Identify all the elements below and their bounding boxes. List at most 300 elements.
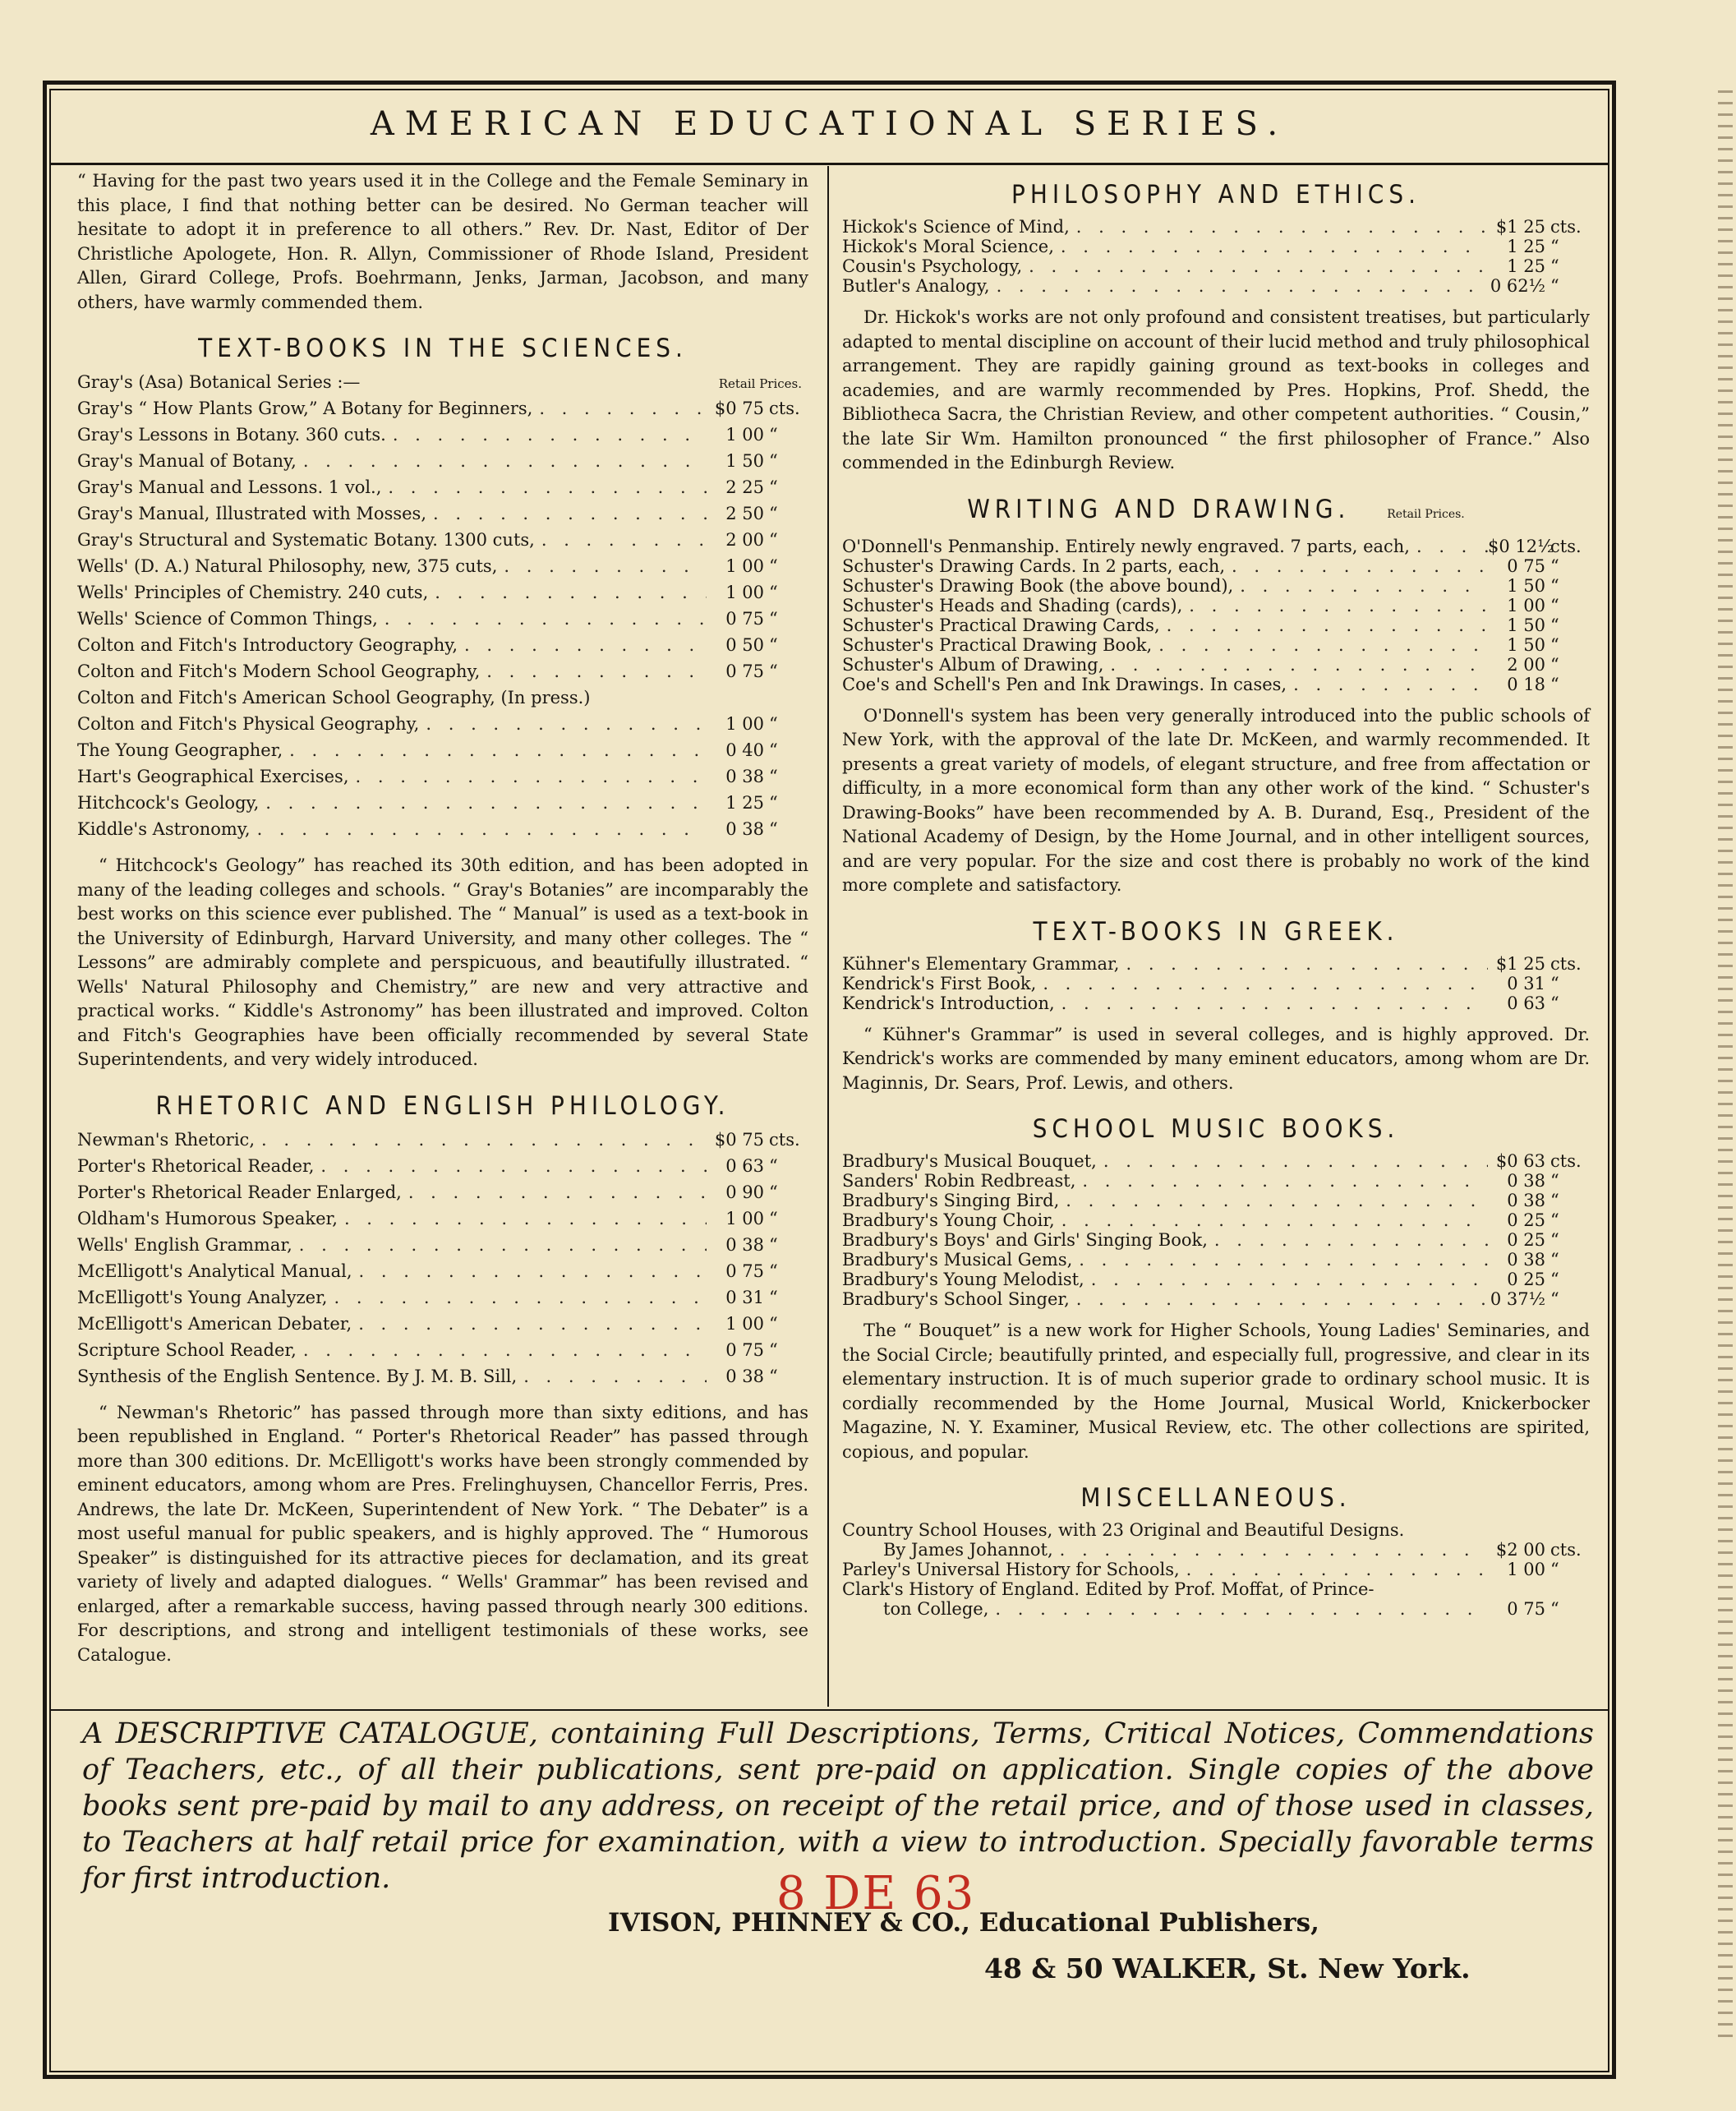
book-price: 0 75 [725, 1261, 764, 1281]
leader-dots [352, 1312, 707, 1337]
price-unit: “ [769, 740, 778, 760]
price-unit: cts. [769, 1129, 800, 1150]
leader-dots [1036, 974, 1488, 993]
leader-dots [1180, 1560, 1488, 1579]
price-unit: “ [769, 504, 778, 523]
section-title-music: SCHOOL MUSIC BOOKS. [1032, 1114, 1400, 1144]
leader-dots [517, 1365, 707, 1390]
book-title: Wells' English Grammar, [77, 1234, 292, 1255]
list-item [77, 1286, 808, 1312]
leader-dots [292, 1233, 707, 1258]
leader-dots [386, 423, 707, 448]
price-unit: “ [769, 1313, 778, 1334]
book-title: Wells' (D. A.) Natural Philosophy, new, 375 cuts, [77, 556, 498, 576]
price-unit: “ [769, 1366, 778, 1386]
book-price: 0 38 [1507, 1171, 1545, 1191]
price-unit: “ [1550, 654, 1559, 675]
price-unit: “ [1550, 1191, 1559, 1210]
book-title: Scripture School Reader, [77, 1339, 297, 1360]
book-title: Parley's Universal History for Schools, [842, 1560, 1180, 1579]
section-title-greek: TEXT-BOOKS IN GREEK. [1033, 916, 1399, 947]
book-title: Porter's Rhetorical Reader, [77, 1155, 315, 1176]
writing-title-text: WRITING AND DRAWING. [967, 494, 1351, 524]
book-title: Kendrick's First Book, [842, 973, 1037, 993]
book-title: Hickok's Moral Science, [842, 237, 1054, 256]
book-price: $0 63 [1495, 1151, 1545, 1171]
list-item [842, 1191, 1590, 1210]
price-unit: cts. [1550, 1151, 1582, 1171]
misc-list [842, 1520, 1590, 1619]
leader-dots [532, 397, 707, 422]
price-unit: cts. [1550, 217, 1582, 237]
price-unit: “ [769, 530, 778, 550]
book-title: Bradbury's Musical Bouquet, [842, 1151, 1097, 1171]
list-item [77, 449, 808, 476]
leader-dots [352, 1260, 707, 1284]
list-item [77, 1155, 808, 1181]
list-item [77, 555, 808, 581]
price-unit: “ [769, 635, 778, 655]
list-item [77, 476, 808, 502]
book-price: 0 38 [725, 1366, 764, 1386]
list-item [842, 1151, 1590, 1171]
book-price: 0 38 [1507, 1191, 1545, 1210]
book-title: Colton and Fitch's Physical Geography, [77, 714, 420, 734]
book-title: Bradbury's Boys' and Girls' Singing Book, [842, 1230, 1208, 1250]
list-item [842, 576, 1590, 596]
price-unit: “ [769, 714, 778, 734]
book-title: Gray's Manual, Illustrated with Mosses, [77, 504, 427, 523]
leader-dots [251, 818, 707, 842]
leader-dots [1287, 675, 1488, 694]
book-title: Gray's “ How Plants Grow,” A Botany for Beginners, [77, 399, 533, 418]
book-title: Hickok's Science of Mind, [842, 217, 1070, 237]
leader-dots [1160, 615, 1488, 635]
catalogue-notice: A DESCRIPTIVE CATALOGUE, containing Full Descriptions, Terms, Critical Notices, Commendations of Teachers, etc., of all their publications, sent pre-paid on application. Single copies of the above books sent pre-paid by mail to any address, on receipt of the retail price, and of those used in classes, to Teachers at half retail price for examination, with a view to introduction. Specially favorable terms for first introduction. [82, 1717, 1594, 1895]
writing-note: O'Donnell's system has been very generally introduced into the public schools of New York, with the approval of the late Dr. McKeen, and warmly recommended. It presents a great variety of models, of elegant structure, and free from affectation or difficulty, in a more economical form than any other work of the kind. “ Schuster's Drawing-Books” have been recommended by A. B. Durand, Esq., President of the National Academy of Design, by the Home Journal, and in other intelligent sources, and are very popular. For the size and cost there is probably no work of the kind more complete and satisfactory. [842, 705, 1590, 895]
book-price: $2 00 [1495, 1540, 1545, 1560]
book-price: 0 75 [1507, 555, 1545, 576]
book-title: Kiddle's Astronomy, [77, 819, 251, 839]
leader-dots [535, 528, 707, 553]
book-title: Oldham's Humorous Speaker, [77, 1208, 338, 1228]
list-item [842, 974, 1590, 993]
writing-retail-label: Retail Prices. [1387, 507, 1465, 521]
leader-dots [1084, 1270, 1488, 1289]
series-label: Gray's (Asa) Botanical Series :— [77, 372, 361, 392]
price-unit: “ [769, 819, 778, 839]
book-price: $1 25 [1495, 217, 1545, 237]
leader-dots [1225, 556, 1488, 576]
leader-dots [314, 1155, 707, 1179]
rhetoric-list [77, 1128, 808, 1391]
book-price: 1 00 [725, 1208, 764, 1228]
greek-list [842, 954, 1590, 1013]
price-unit: “ [1550, 256, 1559, 276]
book-title: McElligott's Young Analyzer, [77, 1287, 328, 1307]
book-price: 0 75 [725, 609, 764, 629]
leader-dots [480, 660, 707, 684]
leader-dots [1182, 596, 1488, 615]
book-title: The Young Geographer, [77, 740, 283, 760]
bottom-rule [49, 1709, 1609, 1711]
misc-line-2 [842, 1579, 1590, 1599]
book-title: Synthesis of the English Sentence. By J. M. B. Sill, [77, 1366, 518, 1386]
list-item [842, 635, 1590, 655]
leader-dots [990, 276, 1488, 296]
leader-dots [297, 449, 707, 474]
misc-last-price: 0 75 [1507, 1599, 1545, 1619]
philosophy-note: Dr. Hickok's works are not only profound and consistent treatises, but particularly adapted to mental discipline on account of their lucid method and truly philosophical arrangement. They are rapidly gaining ground as text-books in colleges and academies, and are warmly recommended by Pres. Hopkins, Prof. Shedd, the Bibliotheca Sacra, the Christian Review, and other competent authorities. “ Cousin,” the late Sir Wm. Hamilton pronounced “ the first philosopher of France.” Also commended in the Edinburgh Review. [842, 307, 1590, 472]
book-title: By James Johannot, [883, 1540, 1053, 1560]
misc-last-unit: “ [1550, 1599, 1559, 1619]
leader-dots [1119, 954, 1488, 974]
leader-dots [1055, 1210, 1488, 1230]
leader-dots [1070, 1289, 1488, 1309]
book-price: 0 38 [725, 819, 764, 839]
book-price: $0 12½ [1488, 536, 1554, 556]
leader-dots [1097, 1151, 1488, 1171]
leader-dots [349, 765, 707, 790]
list-item [842, 217, 1590, 237]
music-list [842, 1151, 1590, 1309]
book-title: Bradbury's School Singer, [842, 1289, 1070, 1309]
book-price: 0 40 [725, 740, 764, 760]
list-item [77, 581, 808, 607]
leader-dots [259, 791, 707, 816]
leader-dots [327, 1286, 707, 1311]
list-item [77, 1312, 808, 1339]
book-price: 1 25 [1507, 237, 1545, 256]
book-title: Schuster's Practical Drawing Book, [842, 634, 1153, 655]
book-price: $0 75 [714, 1129, 764, 1150]
book-price: 0 75 [725, 661, 764, 681]
list-item [842, 596, 1590, 615]
retail-prices-label: Retail Prices. [718, 376, 802, 391]
leader-dots [1103, 655, 1488, 675]
leader-dots [1059, 1191, 1488, 1210]
intro-paragraph: “ Having for the past two years used it in the College and the Female Seminary in this place, I find that nothing better can be desired. No German teacher will hesitate to adopt it in preference to all others.” Rev. Dr. Nast, Editor of Der Christliche Apologete, Hon. R. Allyn, Commissioner of Rhode Island, President Allen, Girard College, Profs. Boehrmann, Jenks, Jarman, Jacobson, and many others, have warmly commended them. [77, 171, 808, 312]
list-item [77, 1365, 808, 1391]
list-item [842, 1270, 1590, 1289]
list-item [77, 502, 808, 528]
book-title: Bradbury's Young Melodist, [842, 1270, 1084, 1289]
list-item [842, 1250, 1590, 1270]
book-price: 2 00 [725, 530, 764, 550]
misc-line-1 [842, 1520, 1590, 1540]
book-price: 0 38 [725, 767, 764, 786]
book-title: Newman's Rhetoric, [77, 1129, 255, 1150]
misc-line-1-text: Country School Houses, with 23 Original and Beautiful Designs. [842, 1520, 1405, 1540]
price-unit: cts. [1550, 536, 1582, 556]
book-title: Kühner's Elementary Grammar, [842, 953, 1120, 974]
list-item [77, 1181, 808, 1207]
list-item [77, 818, 808, 844]
book-title: Colton and Fitch's Modern School Geography, [77, 661, 481, 681]
book-price: 0 62½ [1490, 276, 1545, 296]
book-title: Hitchcock's Geology, [77, 793, 260, 813]
leader-dots [338, 1207, 707, 1232]
price-unit: “ [769, 767, 778, 786]
book-price: 1 00 [1507, 1560, 1545, 1579]
greek-note: “ Kühner's Grammar” is used in several colleges, and is highly approved. Dr. Kendrick's works are commended by many eminent educators, among whom are Dr. Maginnis, Dr. Sears, Prof. Lewis, and others. [842, 1024, 1590, 1093]
leader-dots [1072, 1250, 1488, 1270]
book-title: O'Donnell's Penmanship. Entirely newly engraved. 7 parts, each, [842, 536, 1410, 556]
section-title-philosophy: PHILOSOPHY AND ETHICS. [1011, 180, 1421, 210]
list-item [842, 237, 1590, 256]
book-price: 0 25 [1507, 1270, 1545, 1289]
leader-dots [378, 607, 707, 632]
book-price: 0 18 [1507, 674, 1545, 694]
leader-dots [458, 634, 707, 658]
book-title: Wells' Principles of Chemistry. 240 cuts, [77, 583, 429, 602]
column-divider [827, 166, 829, 1707]
book-price: 0 63 [725, 1155, 764, 1176]
misc-line-2-text: Clark's History of England. Edited by Prof. Moffat, of Prince- [842, 1579, 1375, 1599]
leader-dots [988, 1599, 1488, 1619]
price-unit: “ [769, 477, 778, 497]
book-title: Wells' Science of Common Things, [77, 609, 378, 629]
section-title-misc: MISCELLANEOUS. [1080, 1483, 1352, 1513]
leader-dots [255, 1128, 707, 1153]
page-edge-marks [1718, 90, 1733, 2046]
leader-dots [1022, 256, 1488, 276]
leader-dots [497, 555, 707, 579]
price-unit: “ [769, 1261, 778, 1281]
list-item [842, 256, 1590, 276]
leader-dots [1410, 537, 1488, 556]
right-column [842, 169, 1590, 1629]
leader-dots [419, 712, 707, 737]
book-title: Gray's Manual of Botany, [77, 451, 297, 471]
section-title-sciences: TEXT-BOOKS IN THE SCIENCES. [198, 334, 688, 363]
misc-last-title: ton College, [883, 1599, 989, 1619]
list-item [77, 686, 808, 712]
address-line: 48 & 50 WALKER, St. New York. [984, 1952, 1471, 1984]
book-price: 0 25 [1507, 1210, 1545, 1230]
sciences-list [77, 371, 808, 844]
list-item [842, 556, 1590, 576]
leader-dots [297, 1339, 707, 1363]
book-price: 2 50 [725, 504, 764, 523]
book-title: Colton and Fitch's Introductory Geography, [77, 635, 458, 655]
book-price: 0 90 [725, 1182, 764, 1202]
list-item [77, 739, 808, 765]
list-item [842, 1540, 1590, 1560]
book-title: Bradbury's Singing Bird, [842, 1191, 1060, 1210]
leader-dots [1152, 635, 1488, 655]
list-item [842, 1210, 1590, 1230]
price-unit: “ [769, 661, 778, 681]
publisher-line: IVISON, PHINNEY & CO., Educational Publishers, [608, 1908, 1319, 1938]
price-unit: cts. [1550, 1540, 1582, 1560]
book-title: Butler's Analogy, [842, 276, 990, 296]
list-item [842, 954, 1590, 974]
price-unit: “ [1550, 1230, 1559, 1250]
book-price: 0 37½ [1490, 1289, 1545, 1309]
price-unit: “ [1550, 595, 1559, 615]
book-price: 1 50 [1507, 634, 1545, 655]
book-title: Cousin's Psychology, [842, 256, 1023, 276]
book-price: 0 25 [1507, 1230, 1545, 1250]
price-unit: cts. [769, 399, 800, 418]
sciences-rows [77, 397, 808, 844]
leader-dots [428, 581, 707, 606]
book-title: Gray's Manual and Lessons. 1 vol., [77, 477, 382, 497]
book-title: Schuster's Drawing Book (the above bound), [842, 575, 1234, 596]
book-title: Gray's Lessons in Botany. 360 cuts. [77, 425, 386, 445]
book-price: 1 50 [1507, 615, 1545, 635]
price-unit: cts. [1550, 953, 1582, 974]
sciences-note: “ Hitchcock's Geology” has reached its 30th edition, and has been adopted in many of the leading colleges and schools. “ Gray's Botanies” are incomparably the best works on this science ever published. The “ Manual” is used as a text-book in the University of Edinburgh, Harvard University, and many other colleges. The “ Lessons” are admirably complete and perspicuous, and beautifully illustrated. “ Wells' Natural Philosophy and Chemistry,” are new and very attractive and practical works. “ Kiddle's Astronomy” has been illustrated and improved. Colton and Fitch's Geographies have been officially recommended by several State Superintendents, and very widely introduced. [77, 855, 808, 1069]
book-title: Sanders' Robin Redbreast, [842, 1171, 1076, 1191]
book-price: 1 00 [1507, 595, 1545, 615]
book-title: Kendrick's Introduction, [842, 993, 1055, 1013]
price-unit: “ [769, 1208, 778, 1228]
list-item [842, 675, 1590, 694]
list-item [77, 528, 808, 555]
book-price: 0 31 [725, 1287, 764, 1307]
price-unit: “ [1550, 615, 1559, 635]
book-title: Bradbury's Young Choir, [842, 1210, 1055, 1230]
list-item [842, 615, 1590, 635]
price-unit: “ [769, 1287, 778, 1307]
leader-dots [283, 739, 707, 763]
book-price: 1 50 [1507, 575, 1545, 596]
leader-dots [1055, 993, 1488, 1013]
list-item [77, 660, 808, 686]
book-price: 0 75 [725, 1339, 764, 1360]
price-unit: “ [1550, 1270, 1559, 1289]
book-price: 1 50 [725, 451, 764, 471]
book-price: $1 25 [1495, 953, 1545, 974]
leader-dots [1075, 1171, 1488, 1191]
price-unit: “ [1550, 634, 1559, 655]
list-item [77, 607, 808, 634]
book-price: 1 00 [725, 583, 764, 602]
music-note: The “ Bouquet” is a new work for Higher Schools, Young Ladies' Seminaries, and the Social Circle; beautifully printed, and especially full, progressive, and clear in its elementary instruction. It is of much superior grade to ordinary school music. It is cordially recommended by the Home Journal, Musical World, Knickerbocker Magazine, N. Y. Examiner, Musical Review, etc. The other collections are spirited, copious, and popular. [842, 1321, 1590, 1462]
list-item [842, 1230, 1590, 1250]
series-header-row [77, 371, 808, 397]
list-item [842, 276, 1590, 296]
philosophy-list [842, 217, 1590, 296]
list-item [77, 1128, 808, 1155]
leader-dots [426, 502, 707, 527]
list-item [77, 1339, 808, 1365]
price-unit: “ [769, 793, 778, 813]
book-title: Gray's Structural and Systematic Botany. 1300 cuts, [77, 530, 535, 550]
list-item [77, 634, 808, 660]
price-unit: “ [769, 1339, 778, 1360]
book-price: 1 00 [725, 425, 764, 445]
book-title: Coe's and Schell's Pen and Ink Drawings. In cases, [842, 674, 1287, 694]
book-price: 0 50 [725, 635, 764, 655]
page-title: AMERICAN EDUCATIONAL SERIES. [370, 105, 1289, 143]
price-unit: “ [769, 583, 778, 602]
book-price: 0 38 [725, 1234, 764, 1255]
price-unit: “ [769, 556, 778, 576]
leader-dots [1070, 217, 1488, 237]
price-unit: “ [1550, 1171, 1559, 1191]
price-unit: “ [1550, 1289, 1559, 1309]
list-item [842, 1171, 1590, 1191]
price-unit: “ [1550, 555, 1559, 576]
price-unit: “ [769, 1234, 778, 1255]
misc-rows [842, 1540, 1590, 1579]
price-unit: “ [769, 1155, 778, 1176]
book-price: $0 75 [714, 399, 764, 418]
book-price: 1 00 [725, 1313, 764, 1334]
list-item [842, 537, 1590, 556]
book-title: Hart's Geographical Exercises, [77, 767, 349, 786]
book-title: Bradbury's Musical Gems, [842, 1250, 1073, 1270]
book-price: 0 63 [1507, 993, 1545, 1013]
list-item [77, 791, 808, 818]
price-unit: “ [1550, 993, 1559, 1013]
price-unit: “ [1550, 1210, 1559, 1230]
price-unit: “ [1550, 973, 1559, 993]
list-item [77, 1260, 808, 1286]
book-price: 1 25 [725, 793, 764, 813]
list-item [842, 655, 1590, 675]
section-title-writing [842, 494, 1590, 530]
book-price: 1 00 [725, 714, 764, 734]
book-title: Schuster's Drawing Cards. In 2 parts, each, [842, 555, 1226, 576]
book-title: Schuster's Practical Drawing Cards, [842, 615, 1160, 635]
price-unit: “ [769, 451, 778, 471]
book-price: 2 25 [725, 477, 764, 497]
price-unit: “ [769, 609, 778, 629]
book-title: Porter's Rhetorical Reader Enlarged, [77, 1182, 402, 1202]
price-unit: “ [769, 1182, 778, 1202]
header-rule [49, 163, 1609, 165]
price-unit: “ [1550, 674, 1559, 694]
leader-dots [1208, 1230, 1488, 1250]
price-unit: “ [1550, 237, 1559, 256]
leader-dots [381, 476, 707, 500]
price-unit: “ [1550, 276, 1559, 296]
book-title: McElligott's American Debater, [77, 1313, 352, 1334]
book-price: 2 00 [1507, 654, 1545, 675]
book-price: 0 38 [1507, 1250, 1545, 1270]
price-unit: “ [769, 425, 778, 445]
price-unit: “ [1550, 575, 1559, 596]
leader-dots [1054, 237, 1488, 256]
leader-dots [1053, 1540, 1488, 1560]
book-title: Schuster's Album of Drawing, [842, 654, 1104, 675]
section-title-rhetoric: RHETORIC AND ENGLISH PHILOLOGY. [155, 1090, 730, 1121]
list-item [77, 1233, 808, 1260]
price-unit: “ [1550, 1250, 1559, 1270]
leader-dots [402, 1181, 707, 1205]
list-item [842, 993, 1590, 1013]
library-stamp: 8 DE 63 [776, 1867, 976, 1920]
list-item [77, 397, 808, 423]
book-price: 1 00 [725, 556, 764, 576]
leader-dots [1233, 576, 1488, 596]
price-unit: “ [1550, 1560, 1559, 1579]
book-title: McElligott's Analytical Manual, [77, 1261, 352, 1281]
list-item [77, 765, 808, 791]
writing-list [842, 537, 1590, 694]
left-column [77, 169, 808, 1679]
rhetoric-note: “ Newman's Rhetoric” has passed through more than sixty editions, and has been republished in England. “ Porter's Rhetorical Reader” has passed through more than 300 editions. Dr. McElligott's works have been strongly commended by eminent educators, among whom are Pres. Frelinghuysen, Chancellor Ferris, Pres. Andrews, the late Dr. McKeen, Superintendent of New York. “ The Debater” is a most useful manual for public speakers, and is highly approved. The “ Humorous Speaker” is distinguished for its attractive pieces for declamation, and its great variety of lively and adapted dialogues. “ Wells' Grammar” has been revised and enlarged, after a remarkable success, having passed through nearly 300 editions. For descriptions, and strong and intelligent testimonials of these works, see Catalogue. [77, 1402, 808, 1665]
book-price: 1 25 [1507, 256, 1545, 276]
misc-last-row [842, 1599, 1590, 1619]
book-price: 0 31 [1507, 973, 1545, 993]
list-item [842, 1289, 1590, 1309]
list-item [77, 1207, 808, 1233]
